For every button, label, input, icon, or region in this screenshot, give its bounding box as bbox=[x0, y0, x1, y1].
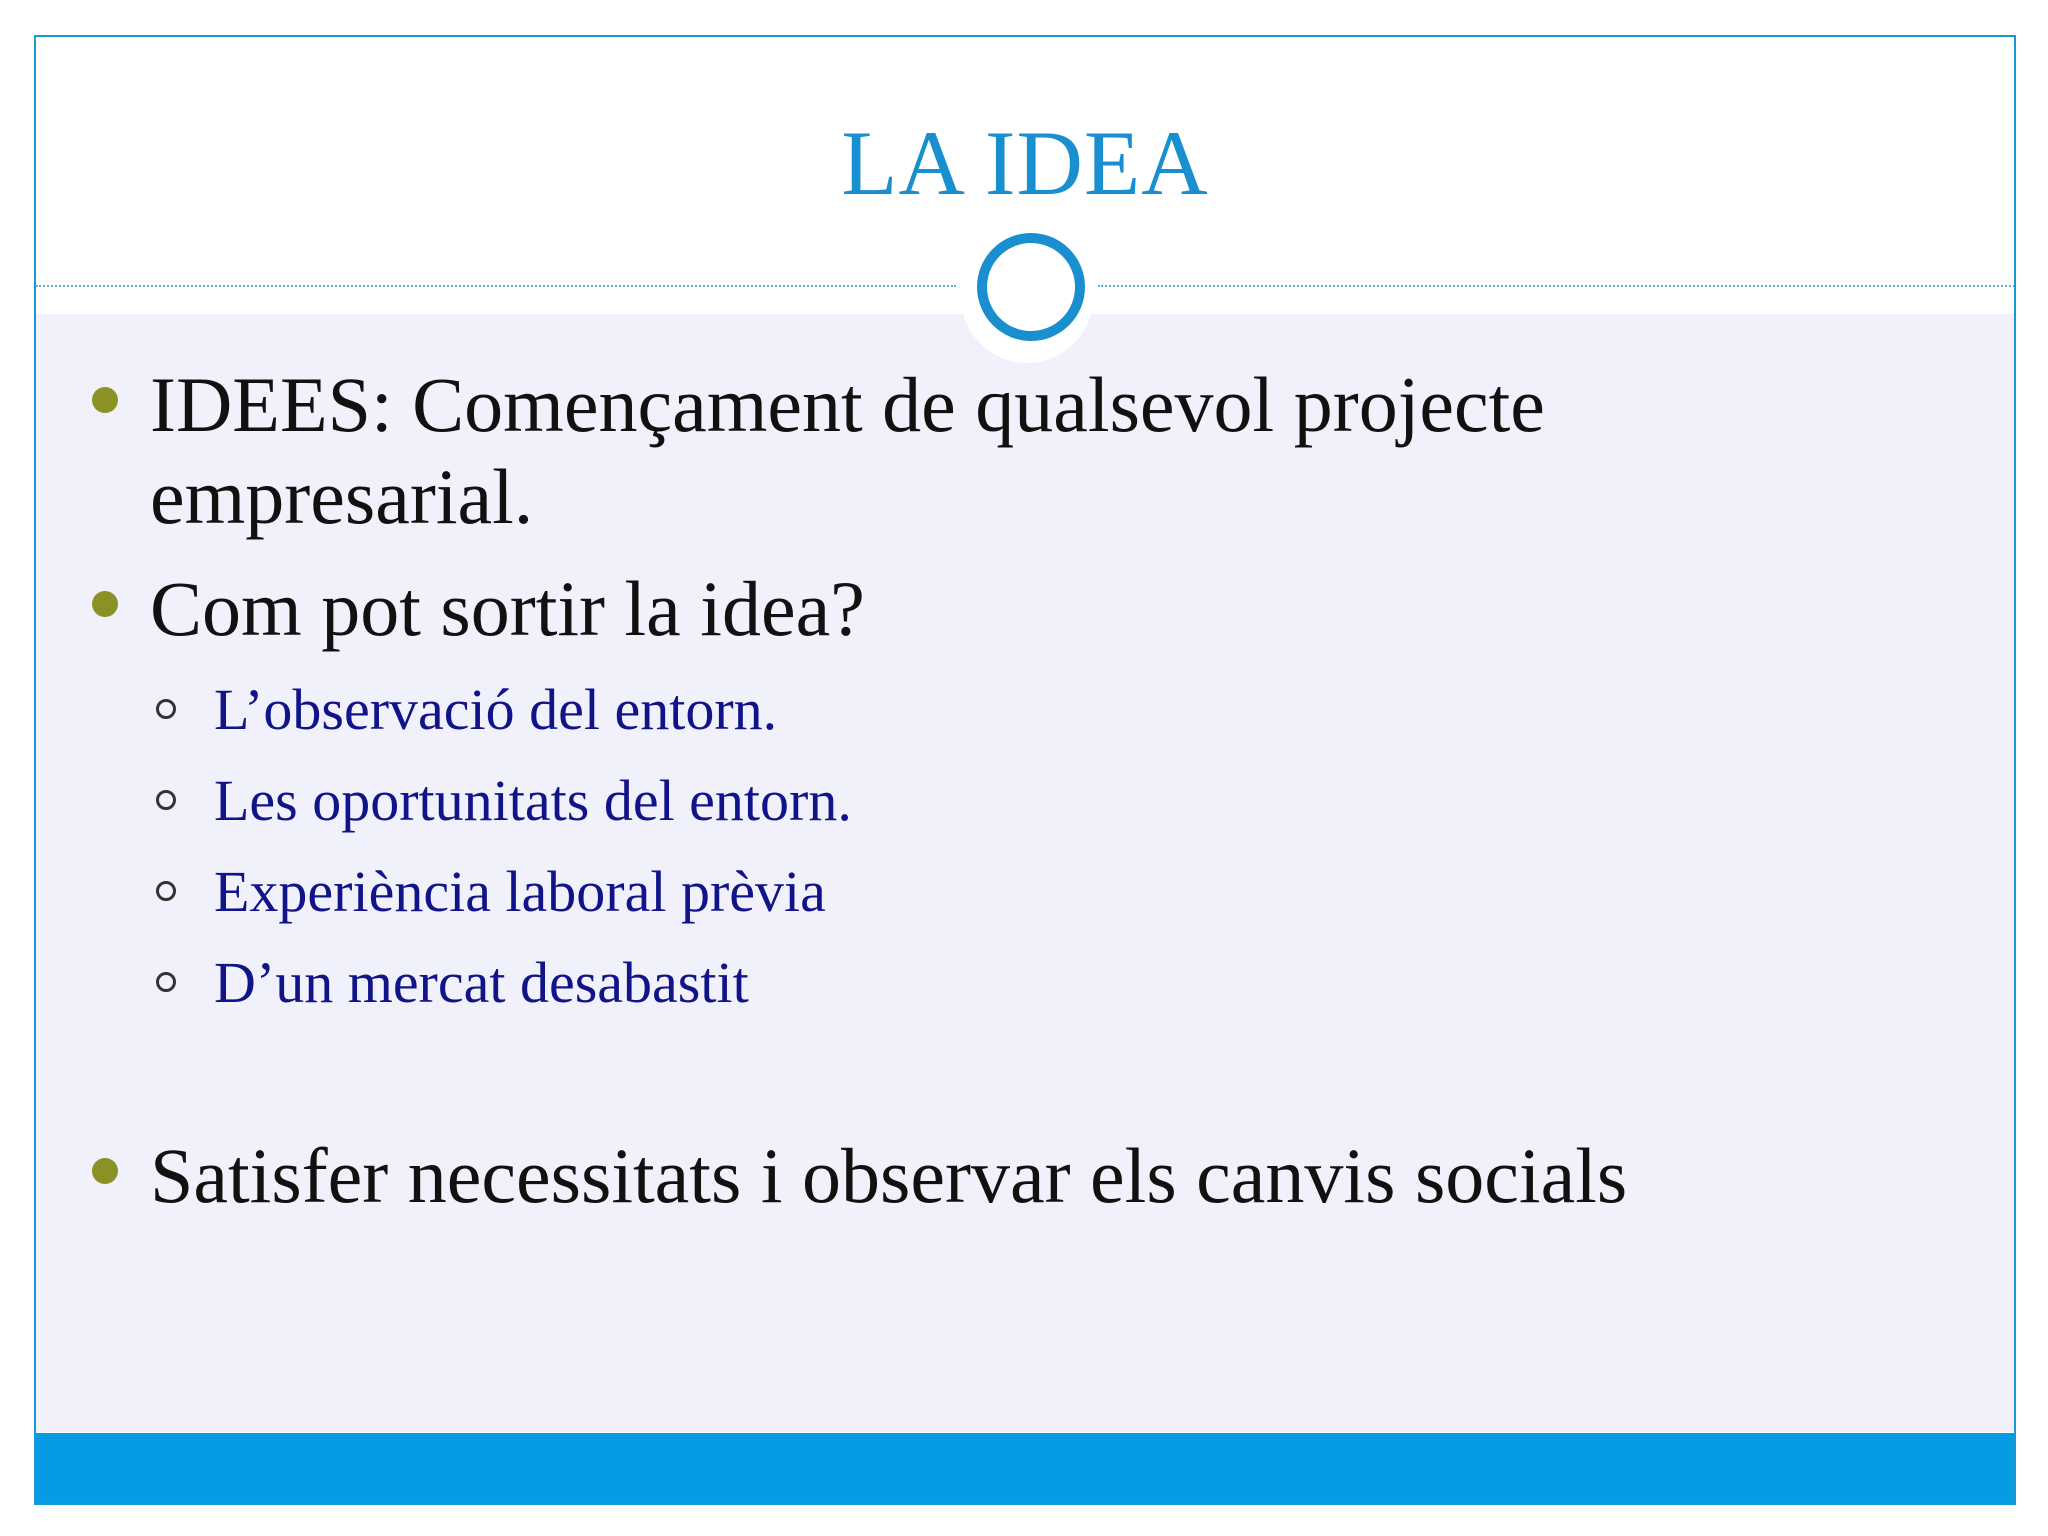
bullet-dot-icon bbox=[92, 387, 118, 413]
hollow-circle-bullet-icon bbox=[156, 699, 176, 719]
hollow-circle-bullet-icon bbox=[156, 972, 176, 992]
hollow-circle-bullet-icon bbox=[156, 881, 176, 901]
footer-bar bbox=[36, 1433, 2014, 1505]
slide-title: LA IDEA bbox=[841, 112, 1209, 214]
divider-line-left bbox=[36, 285, 956, 287]
bullet-item bbox=[92, 1130, 1942, 1222]
bullet-text-line: Satisfer necessitats i observar els canvis socials bbox=[150, 1132, 1628, 1219]
bullet-item bbox=[92, 563, 1792, 655]
sub-bullet-text: Les oportunitats del entorn. bbox=[214, 768, 852, 833]
bullet-text-line: IDEES: Començament de qualsevol projecte bbox=[150, 361, 1545, 448]
bullet-text-line: empresarial. bbox=[150, 453, 534, 540]
sub-bullet-text: D’un mercat desabastit bbox=[214, 950, 749, 1015]
sub-bullet-text: L’observació del entorn. bbox=[214, 677, 778, 742]
sub-bullet-text: Experiència laboral prèvia bbox=[214, 859, 826, 924]
sub-bullet-item bbox=[156, 857, 1656, 927]
sub-bullet-item bbox=[156, 948, 1656, 1018]
circle-divider-icon bbox=[977, 233, 1085, 341]
sub-bullet-item bbox=[156, 675, 1656, 745]
bullet-dot-icon bbox=[92, 591, 118, 617]
bullet-dot-icon bbox=[92, 1158, 118, 1184]
bullet-item bbox=[92, 359, 1792, 549]
bullet-text-line: Com pot sortir la idea? bbox=[150, 565, 865, 652]
divider-line-right bbox=[1098, 285, 2016, 287]
sub-bullet-item bbox=[156, 766, 1656, 836]
hollow-circle-bullet-icon bbox=[156, 790, 176, 810]
slide bbox=[34, 35, 2016, 1505]
